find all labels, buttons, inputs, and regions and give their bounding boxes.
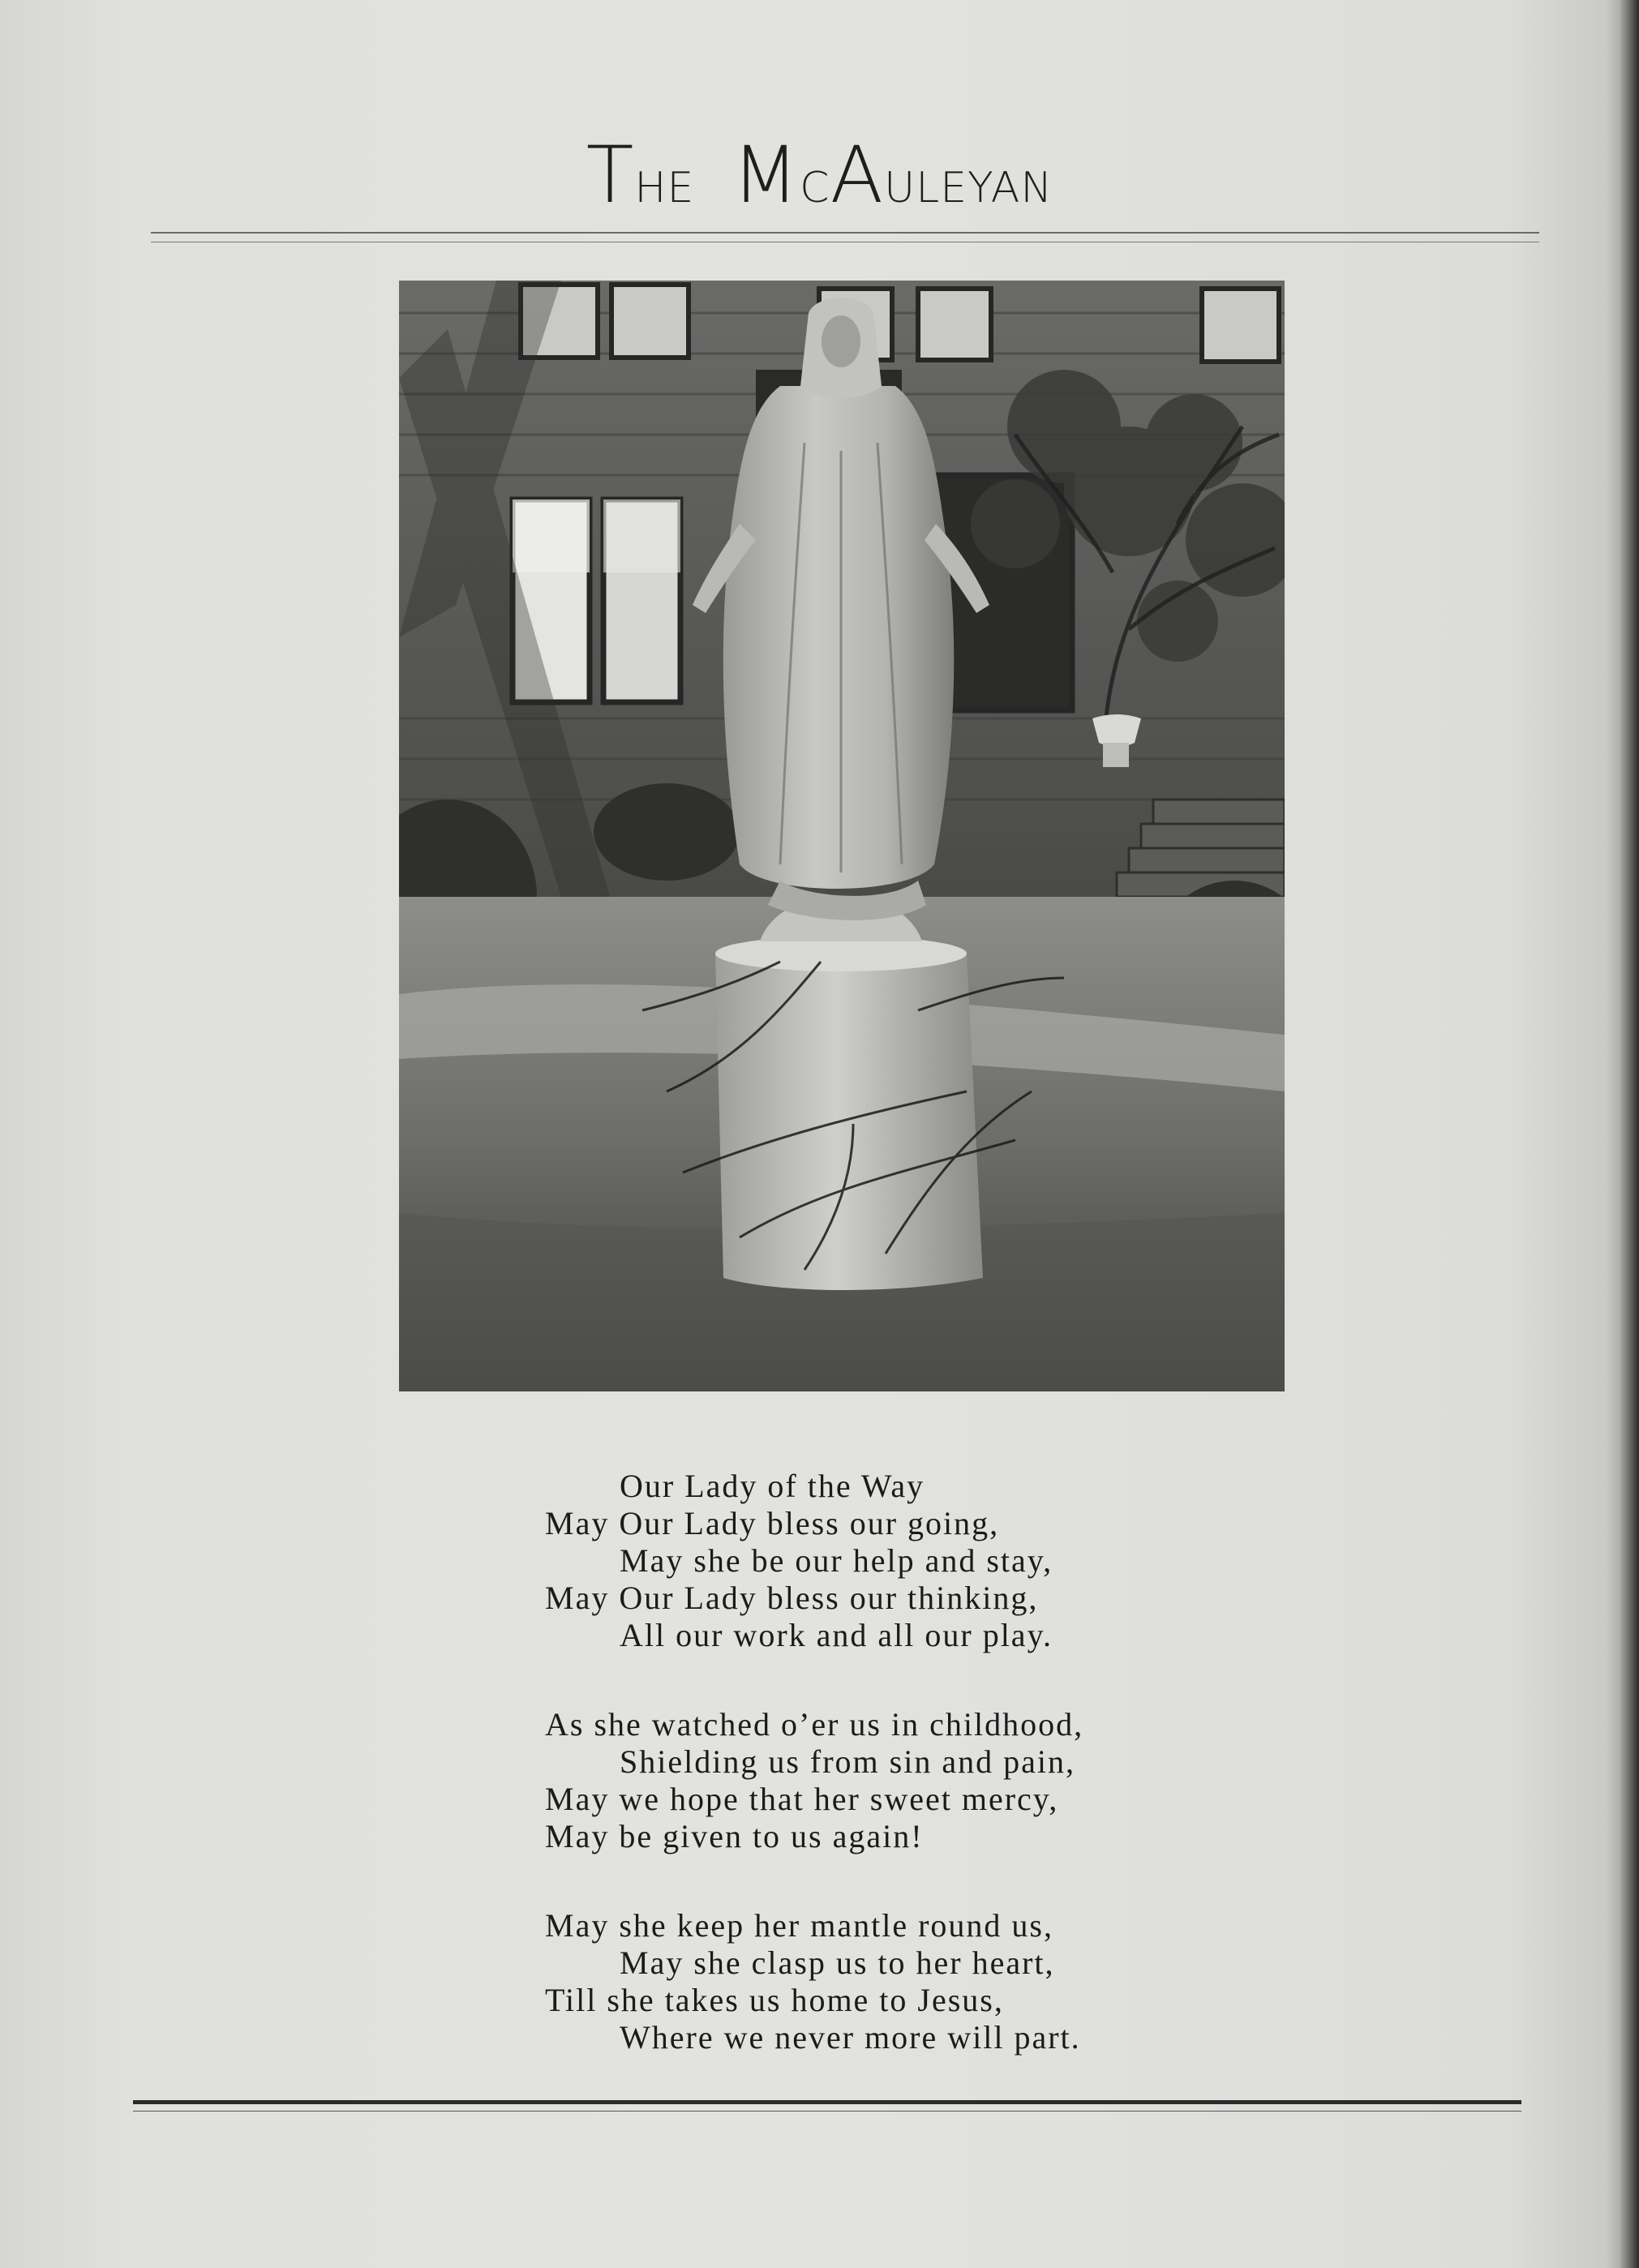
poem-line: May she be our help and stay,	[620, 1542, 1053, 1579]
title-rest: ULEYAN	[884, 164, 1053, 212]
poem-line: May be given to us again!	[545, 1818, 924, 1854]
poem-line: As she watched o’er us in childhood,	[545, 1706, 1084, 1743]
title-mc-initial: M	[732, 130, 800, 221]
footer-rule-secondary	[133, 2111, 1521, 2112]
book-spine-shadow	[1618, 0, 1639, 2268]
poem-line: May she clasp us to her heart,	[620, 1944, 1055, 1981]
masthead-title	[0, 130, 1639, 221]
title-the-rest: HE	[634, 164, 695, 212]
title-mc-c: C	[800, 164, 830, 212]
poem-line: Where we never more will part.	[620, 2019, 1081, 2056]
footer-rule	[133, 2100, 1521, 2104]
title-a-initial: A	[830, 130, 885, 221]
poem-line: All our work and all our play.	[620, 1617, 1053, 1653]
title-the-initial: T	[586, 130, 635, 221]
poem-line: Till she takes us home to Jesus,	[545, 1982, 1004, 2018]
header-rule	[151, 232, 1539, 234]
poem-line: May we hope that her sweet mercy,	[545, 1781, 1059, 1817]
statue-photo-image	[399, 281, 1285, 1391]
statue-photograph	[399, 281, 1285, 1391]
poem-line: May Our Lady bless our going,	[545, 1505, 1000, 1541]
poem-line: Shielding us from sin and pain,	[620, 1743, 1075, 1780]
poem-line: May she keep her mantle round us,	[545, 1907, 1053, 1944]
poem-title: Our Lady of the Way	[620, 1468, 925, 1504]
poem-line: May Our Lady bless our thinking,	[545, 1580, 1039, 1616]
